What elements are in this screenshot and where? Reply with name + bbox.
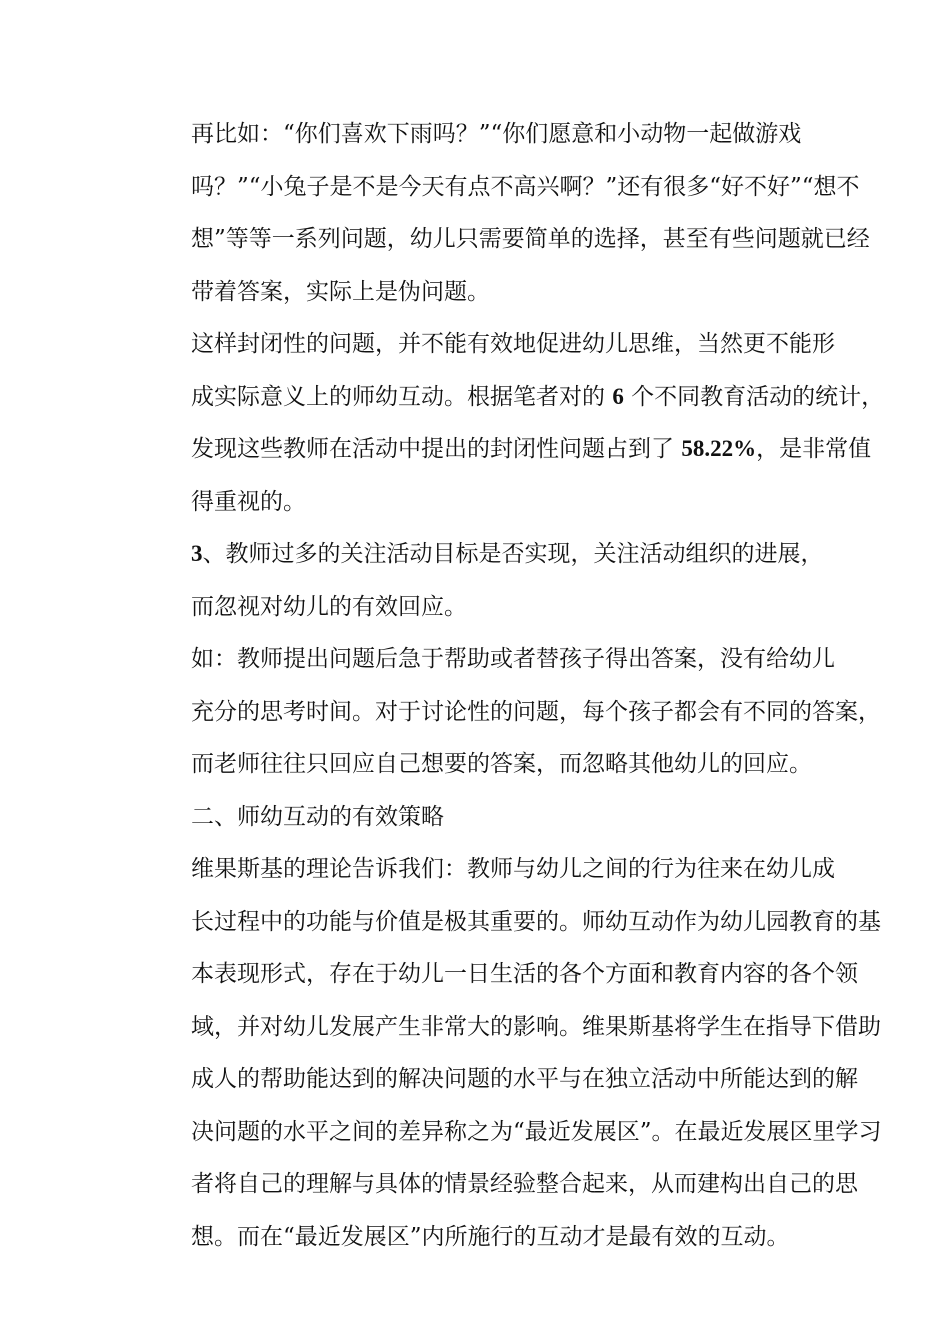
text-line <box>145 528 824 581</box>
text-line: 带着答案，实际上是伪问题。 <box>191 278 490 305</box>
text-segment: 发现这些教师在活动中提出的封闭性问题占到了 <box>191 436 682 462</box>
text-line: 得重视的。 <box>191 488 306 515</box>
text-line <box>145 371 885 424</box>
text-line: 想。而在“最近发展区”内所施行的互动才是最有效的互动。 <box>191 1223 790 1250</box>
text-line: 而忽视对幼儿的有效回应。 <box>191 593 467 620</box>
text-line: 者将自己的理解与具体的情景经验整合起来，从而建构出自己的思 <box>191 1171 858 1197</box>
paragraph-vygotsky-theory <box>145 843 882 1263</box>
paragraph-example-response <box>145 633 881 791</box>
text-line: 想”等等一系列问题，幼儿只需要简单的选择，甚至有些问题就已经 <box>191 226 870 252</box>
text-line: 本表现形式，存在于幼儿一日生活的各个方面和教育内容的各个领 <box>191 961 858 987</box>
text-segment: 个不同教育活动的统计， <box>623 383 885 410</box>
closed-question-percentage: 58.22% <box>681 436 757 461</box>
text-line: 再比如：“你们喜欢下雨吗？”“你们愿意和小动物一起做游戏 <box>191 121 802 147</box>
text-line: 如：教师提出问题后急于帮助或者替孩子得出答案，没有给幼儿 <box>191 646 835 672</box>
point-number: 3 <box>191 541 203 566</box>
paragraph-closed-question-statistics <box>145 318 885 528</box>
document-body <box>145 108 885 1263</box>
text-line: 长过程中的功能与价值是极其重要的。师幼互动作为幼儿园教育的基 <box>191 908 881 935</box>
text-line: 吗？”“小兔子是不是今天有点不高兴啊？”还有很多“好不好”“想不 <box>191 173 860 200</box>
section-heading-strategies <box>145 791 809 844</box>
text-line: 维果斯基的理论告诉我们：教师与幼儿之间的行为往来在幼儿成 <box>191 856 835 882</box>
text-line: 这样封闭性的问题，并不能有效地促进幼儿思维，当然更不能形 <box>191 331 835 357</box>
paragraph-closed-question-examples <box>145 108 870 318</box>
text-line: 而老师往往只回应自己想要的答案，而忽略其他幼儿的回应。 <box>191 751 812 777</box>
section-heading-text: 二、师幼互动的有效策略 <box>191 803 444 830</box>
text-segment: ，是非常值 <box>756 436 872 462</box>
text-line: 域，并对幼儿发展产生非常大的影响。维果斯基将学生在指导下借助 <box>191 1013 881 1040</box>
paragraph-point-3 <box>145 528 824 633</box>
text-line: 充分的思考时间。对于讨论性的问题，每个孩子都会有不同的答案， <box>191 698 881 725</box>
text-line <box>145 423 872 476</box>
text-segment: 成实际意义上的师幼互动。根据笔者对的 <box>191 383 613 410</box>
text-line: 决问题的水平之间的差异称之为“最近发展区”。在最近发展区里学习 <box>191 1118 882 1145</box>
text-line: 成人的帮助能达到的解决问题的水平与在独立活动中所能达到的解 <box>191 1066 858 1092</box>
activity-count: 6 <box>612 383 624 409</box>
text-segment: 、教师过多的关注活动目标是否实现，关注活动组织的进展， <box>202 541 824 567</box>
